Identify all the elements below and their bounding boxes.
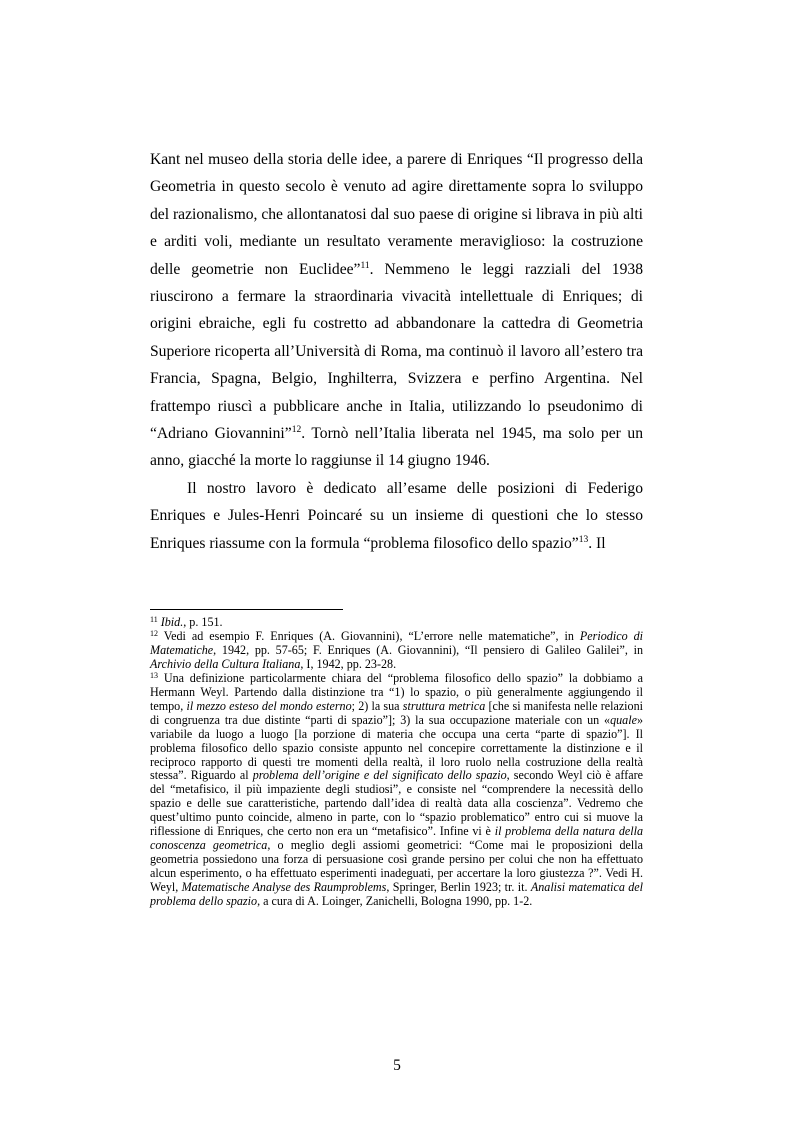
footnote-text: ; 2) la sua	[351, 698, 403, 713]
paragraph-1-text-a: Kant nel museo della storia delle idee, a parere di Enriques “Il progresso della Geometria in questo secolo è venuto ad agire direttamente sopra lo sviluppo del razionalismo, che allontanatosi dal suo paese di origine si librava in più alti e arditi voli, mediante un resultato veramente meraviglioso: la costruzione delle geometrie non Euclidee”	[150, 151, 643, 278]
page-number: 5	[393, 1057, 401, 1074]
footnote-italic: Archivio della Cultura Italiana	[150, 656, 301, 671]
footnote-text: » variabile da luogo a luogo [la porzione di materia che occupa una certa “parte di spazio”]. Il problema filosofico dello spazio consiste appunto nel concepire correttamente la distinzione e il reciproco rapporto di questi tre momenti della realtà, il loro ruolo nella costruzione della realtà stessa”. Riguardo al	[150, 712, 643, 783]
footnote-13	[150, 672, 643, 909]
footnote-italic: quale	[610, 712, 637, 727]
footnote-text: , a cura di A. Loinger, Zanichelli, Bologna 1990, pp. 1-2.	[257, 894, 533, 909]
footnote-text: , 1942, pp. 57-65; F. Enriques (A. Giovannini), “Il pensiero di Galileo Galilei”, in	[213, 642, 643, 657]
footnote-italic: Matematische Analyse des Raumproblems	[181, 880, 387, 895]
footnote-ref-11[interactable]: 11	[360, 260, 370, 271]
footnote-italic: Ibid.	[160, 615, 184, 629]
footnote-12	[150, 630, 643, 672]
footnote-ref-12[interactable]: 12	[291, 425, 302, 436]
footnote-number: 11	[150, 615, 158, 624]
footnote-text: , p. 151.	[183, 615, 223, 629]
footnote-italic: struttura metrica	[402, 698, 486, 713]
footnote-text: , secondo Weyl ciò è affare del “metafisico, il più impaziente degli studiosi”, e consiste nel “comprendere la necessità dello spazio e delle sue caratteristiche, partendo dall’idea di realtà data alla coscienza”. Vedremo che quest’ultimo punto coincide, almeno in parte, con lo “spazio problematico” entro cui si muove la riflessione di Enriques, che certo non era un “metafisico”. Infine vi è	[150, 768, 643, 839]
paragraph-1-text-b: . Nemmeno le leggi razziali del 1938 riuscirono a fermare la straordinaria vivacità intellettuale di Enriques; di origini ebraiche, egli fu costretto ad abbandonare la cattedra di Geometria Superiore ricoperta all’Università di Roma, ma continuò il lavoro all’estero tra Francia, Spagna, Belgio, Inghilterra, Svizzera e perfino Argentina. Nel frattempo riuscì a pubblicare anche in Italia, utilizzando lo pseudonimo di “Adriano Giovannini”	[150, 260, 643, 443]
footnote-text: , o meglio degli assiomi geometrici: “Come mai le proposizioni della geometria possiedono una forza di persuasione così grande persino per colui che non ha effettuato alcun esperimento, o ha effettuato esperimenti inadeguati, per accertare la loro giustezza ?”. Vedi H. Weyl,	[150, 838, 643, 895]
footnote-text: , Springer, Berlin 1923; tr. it.	[386, 880, 531, 895]
paragraph-2-text-b: . Il	[588, 534, 606, 552]
footnote-italic: il problema della natura della conoscenza geometrica	[150, 824, 644, 853]
paragraph-1	[150, 146, 643, 475]
footnote-italic: Analisi matematica del problema dello spazio	[150, 880, 643, 909]
footnote-separator	[150, 609, 343, 610]
footnote-ref-13[interactable]: 13	[578, 534, 589, 545]
footnote-11	[150, 616, 643, 630]
paragraph-2-text-a: Il nostro lavoro è dedicato all’esame delle posizioni di Federigo Enriques e Jules-Henri Poincaré su un insieme di questioni che lo stesso Enriques riassume con la formula “problema filosofico dello spazio”	[150, 479, 643, 552]
footnote-italic: problema dell’origine e del significato dello spazio	[252, 768, 507, 783]
main-text	[150, 146, 643, 557]
footnote-italic: il mezzo esteso del mondo esterno	[186, 698, 352, 713]
footnote-text: Vedi ad esempio F. Enriques (A. Giovannini), “L’errore nelle matematiche”, in	[158, 628, 580, 643]
paragraph-2	[150, 475, 643, 557]
footnote-text: , I, 1942, pp. 23-28.	[300, 656, 397, 671]
footnote-italic: Periodico di Matematiche	[150, 628, 643, 657]
footnote-text: Una definizione particolarmente chiara del “problema filosofico dello spazio” la dobbiamo a Hermann Weyl. Partendo dalla distinzione tra “1) lo spazio, o più generalmente aggiungendo il tempo,	[150, 670, 643, 713]
paragraph-1-text-c: . Tornò nell’Italia liberata nel 1945, ma solo per un anno, giacché la morte lo raggiunse il 14 giugno 1946.	[150, 425, 643, 470]
footnote-text: [che si manifesta nelle relazioni di congruenza tra due distinte “parti di spazio”]; 3) la sua occupazione materiale con un «	[150, 698, 643, 727]
footnote-number: 12	[150, 628, 158, 638]
footnote-number: 13	[150, 670, 158, 680]
footnotes	[150, 616, 643, 909]
